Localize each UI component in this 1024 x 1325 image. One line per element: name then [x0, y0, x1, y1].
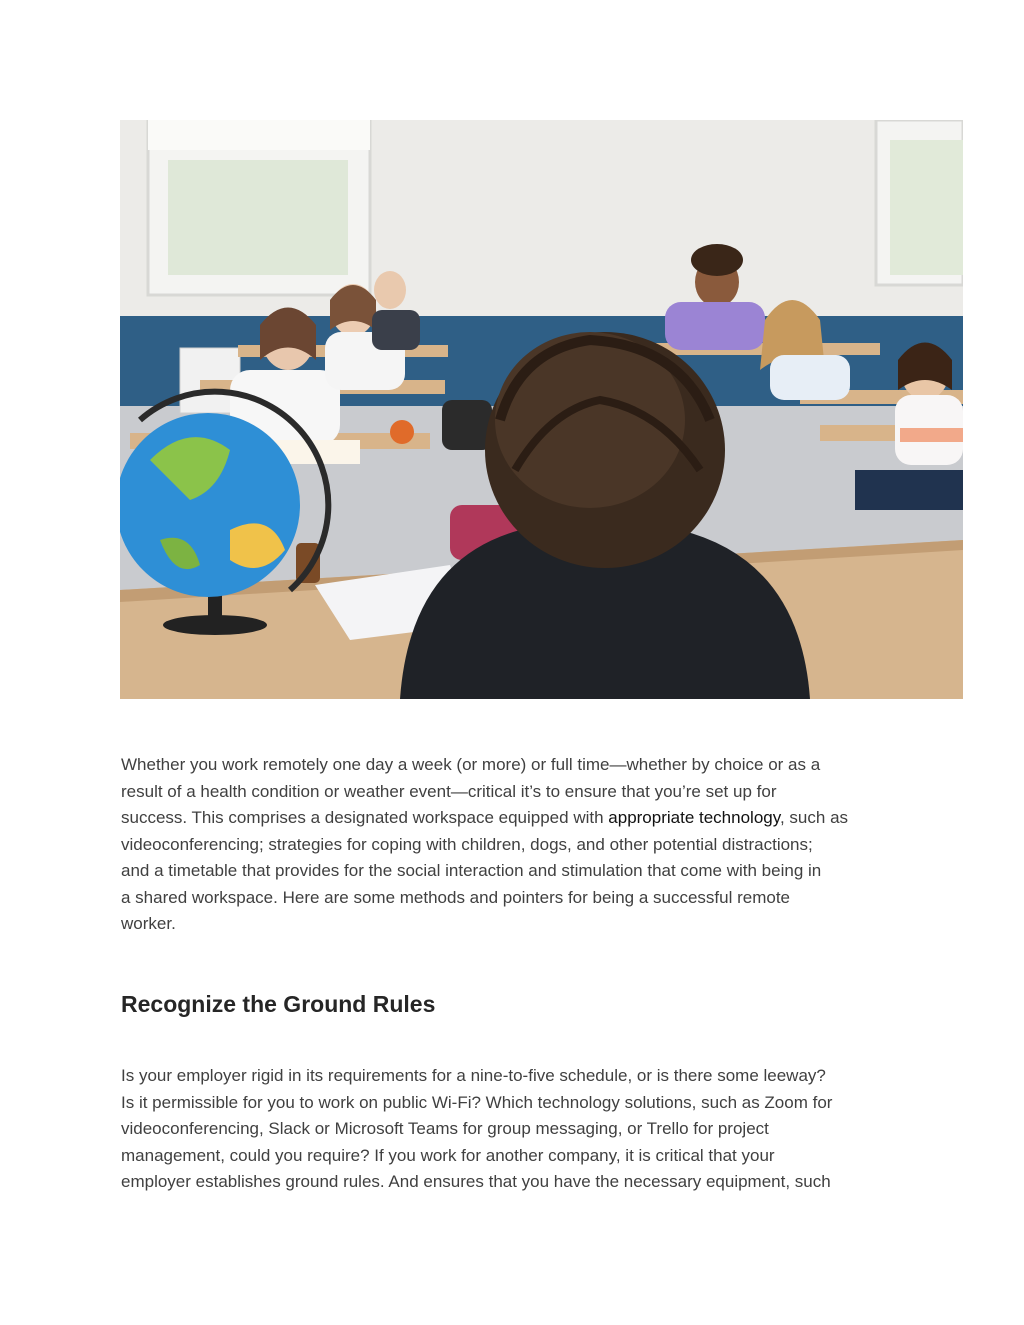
section-heading: Recognize the Ground Rules [121, 991, 436, 1017]
section-line-1: Is your employer rigid in its requirements for a nine-to-five schedule, or is there some leeway? [121, 1066, 826, 1085]
intro-line-3-end: , such as [779, 808, 849, 827]
section-paragraph [121, 1063, 911, 1196]
intro-line-6: a shared workspace. Here are some methods and pointers for being a successful remote [121, 887, 791, 907]
intro-line-5: and a timetable that provides for the social interaction and stimulation that come with being in [121, 861, 822, 880]
intro-line-4: videoconferencing; strategies for coping with children, dogs, and other potential distractions; [121, 834, 813, 854]
section-line-3: videoconferencing, Slack or Microsoft Teams for group messaging, or Trello for project [121, 1119, 769, 1138]
intro-line-2: result of a health condition or weather event—critical it’s to ensure that you’re set up for [121, 781, 777, 801]
intro-paragraph [121, 752, 911, 938]
section-line-4: management, could you require? If you work for another company, it is critical that your [121, 1145, 775, 1165]
section-line-5: employer establishes ground rules. And ensures that you have the necessary equipment, such [121, 1172, 831, 1191]
intro-line-3 [121, 805, 911, 832]
intro-line-1: Whether you work remotely one day a week (or more) or full time—whether by choice or as a [121, 755, 821, 774]
classroom-photo [120, 120, 963, 699]
appropriate-technology-link[interactable]: appropriate technology [608, 808, 780, 827]
section-line-2: Is it permissible for you to work on public Wi-Fi? Which technology solutions, such as Zoom for [121, 1092, 833, 1112]
intro-line-7: worker. [121, 914, 176, 933]
intro-line-3-start: success. This comprises a designated workspace equipped with [121, 808, 609, 827]
